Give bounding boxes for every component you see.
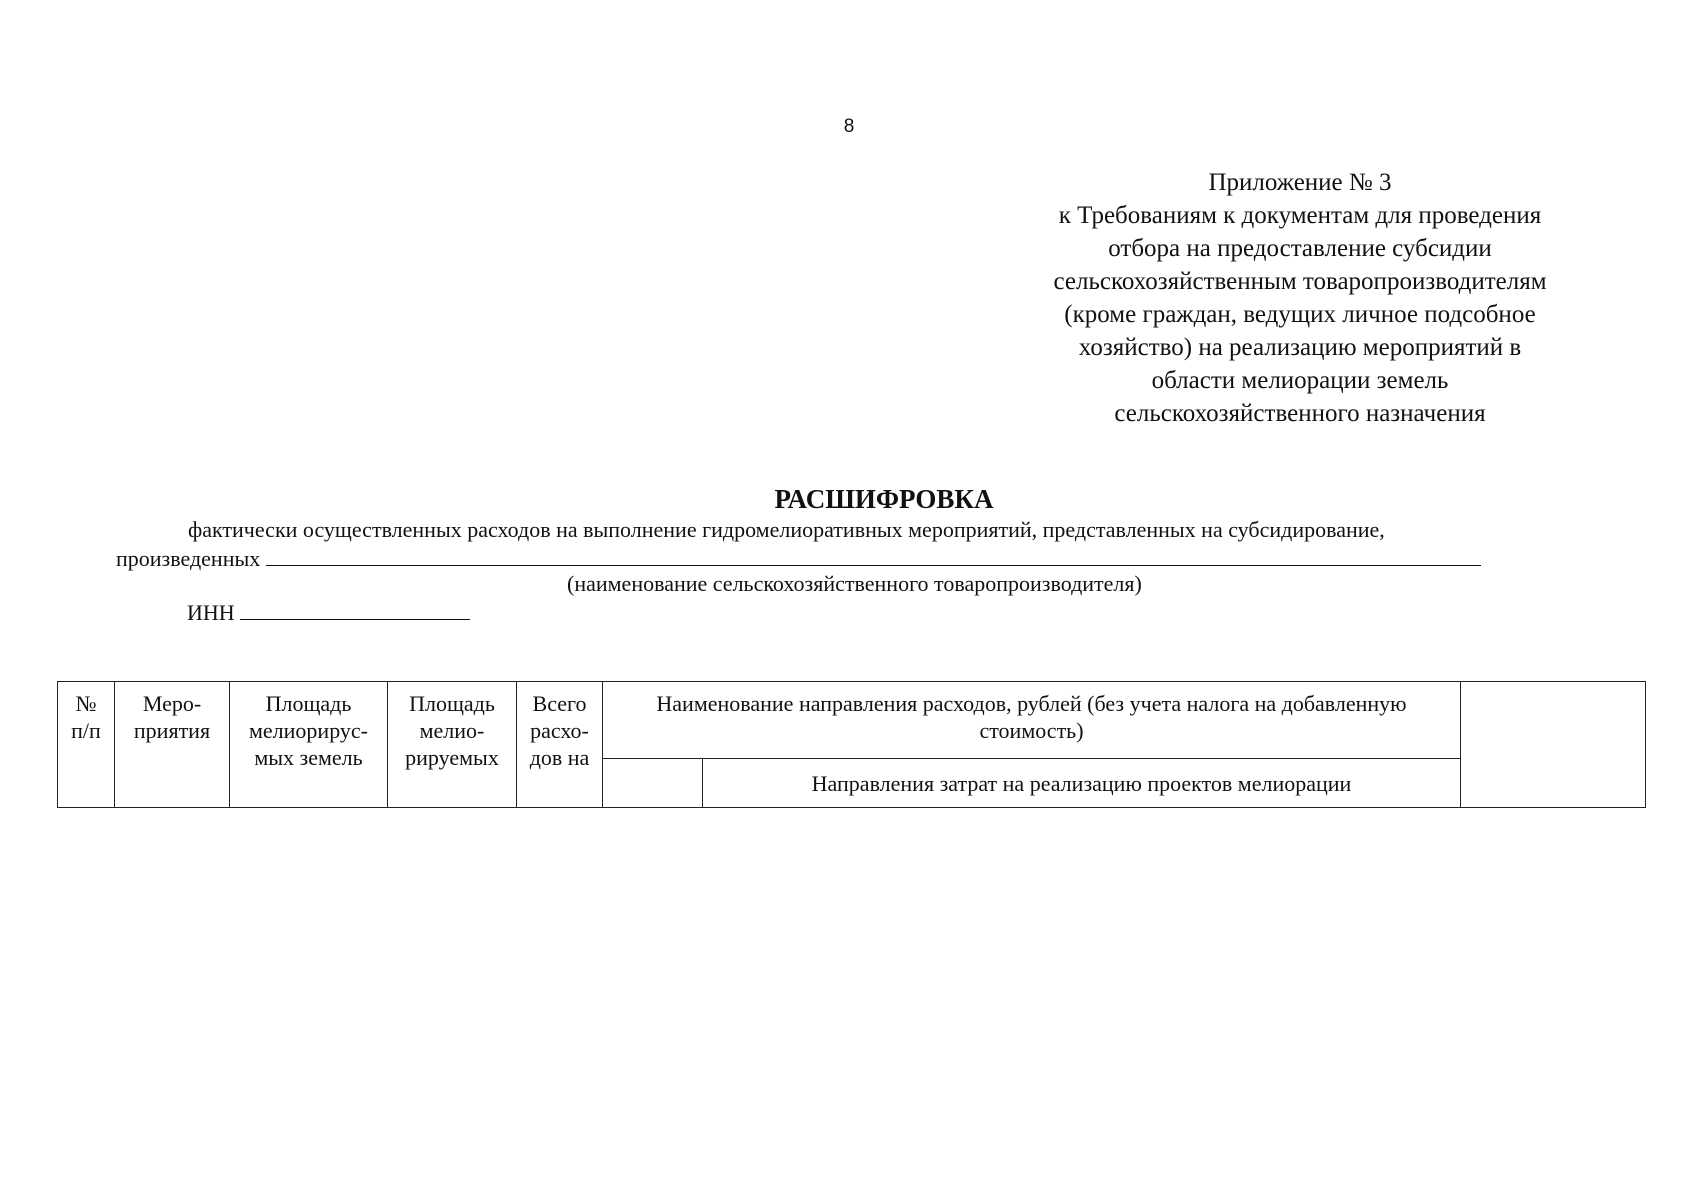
header-area-reclaimed-line: мых земель	[254, 745, 363, 770]
expenses-table	[57, 681, 1646, 808]
header-area-reclaiming	[388, 682, 517, 808]
header-area-reclaimed	[230, 682, 388, 808]
inn-line	[187, 599, 470, 626]
header-num-line: п/п	[71, 718, 101, 743]
appendix-line: области мелиорации земель	[1151, 367, 1449, 394]
page-number: 8	[843, 116, 855, 137]
inn-label: ИНН	[187, 600, 235, 625]
header-activities	[115, 682, 230, 808]
header-total-expenses-line: Всего	[532, 691, 587, 716]
inn-field[interactable]	[240, 599, 470, 620]
document-title: РАСШИФРОВКА	[774, 484, 994, 514]
header-activities-line: Меро-	[142, 691, 202, 716]
appendix-line: хозяйство) на реализацию мероприятий в	[1078, 334, 1522, 361]
header-area-reclaimed-line: мелиорирус-	[248, 718, 368, 743]
appendix-line: Приложение № 3	[1208, 169, 1392, 196]
header-area-reclaimed-line: Площадь	[265, 691, 352, 716]
header-total-expenses	[517, 682, 603, 808]
header-expense-direction: Наименование направления расходов, рублей (без учета налога на добавленную стоимость)	[603, 682, 1461, 759]
appendix-line: сельскохозяйственным товаропроизводителям	[1053, 268, 1547, 295]
header-num	[58, 682, 115, 808]
appendix-line: сельскохозяйственного назначения	[1114, 400, 1486, 427]
producer-line	[116, 545, 1481, 572]
header-area-reclaiming-line: Площадь	[409, 691, 495, 716]
header-num-line: №	[75, 691, 97, 716]
appendix-block	[960, 166, 1640, 430]
header-activities-line: приятия	[133, 718, 211, 743]
appendix-line: (кроме граждан, ведущих личное подсобное	[1064, 301, 1536, 328]
header-cost-directions: Направления затрат на реализацию проектов мелиорации	[703, 759, 1461, 808]
producer-name-field[interactable]	[266, 545, 1481, 566]
header-area-reclaiming-line: рируемых	[405, 745, 499, 770]
header-area-reclaiming-line: мелио-	[419, 718, 485, 743]
appendix-line: к Требованиям к документам для проведения	[1058, 202, 1542, 229]
header-last-blank	[1461, 682, 1646, 808]
header-total-expenses-line: дов на	[529, 745, 590, 770]
producer-caption: (наименование сельскохозяйственного товаропроизводителя)	[567, 571, 1142, 596]
producer-label: произведенных	[116, 546, 261, 571]
appendix-line: отбора на предоставление субсидии	[1108, 235, 1492, 262]
header-sub-blank	[603, 759, 703, 808]
header-total-expenses-line: расхо-	[530, 718, 589, 743]
document-subtitle: фактически осуществленных расходов на выполнение гидромелиоративных мероприятий, представленных на субсидирование,	[188, 517, 1385, 542]
